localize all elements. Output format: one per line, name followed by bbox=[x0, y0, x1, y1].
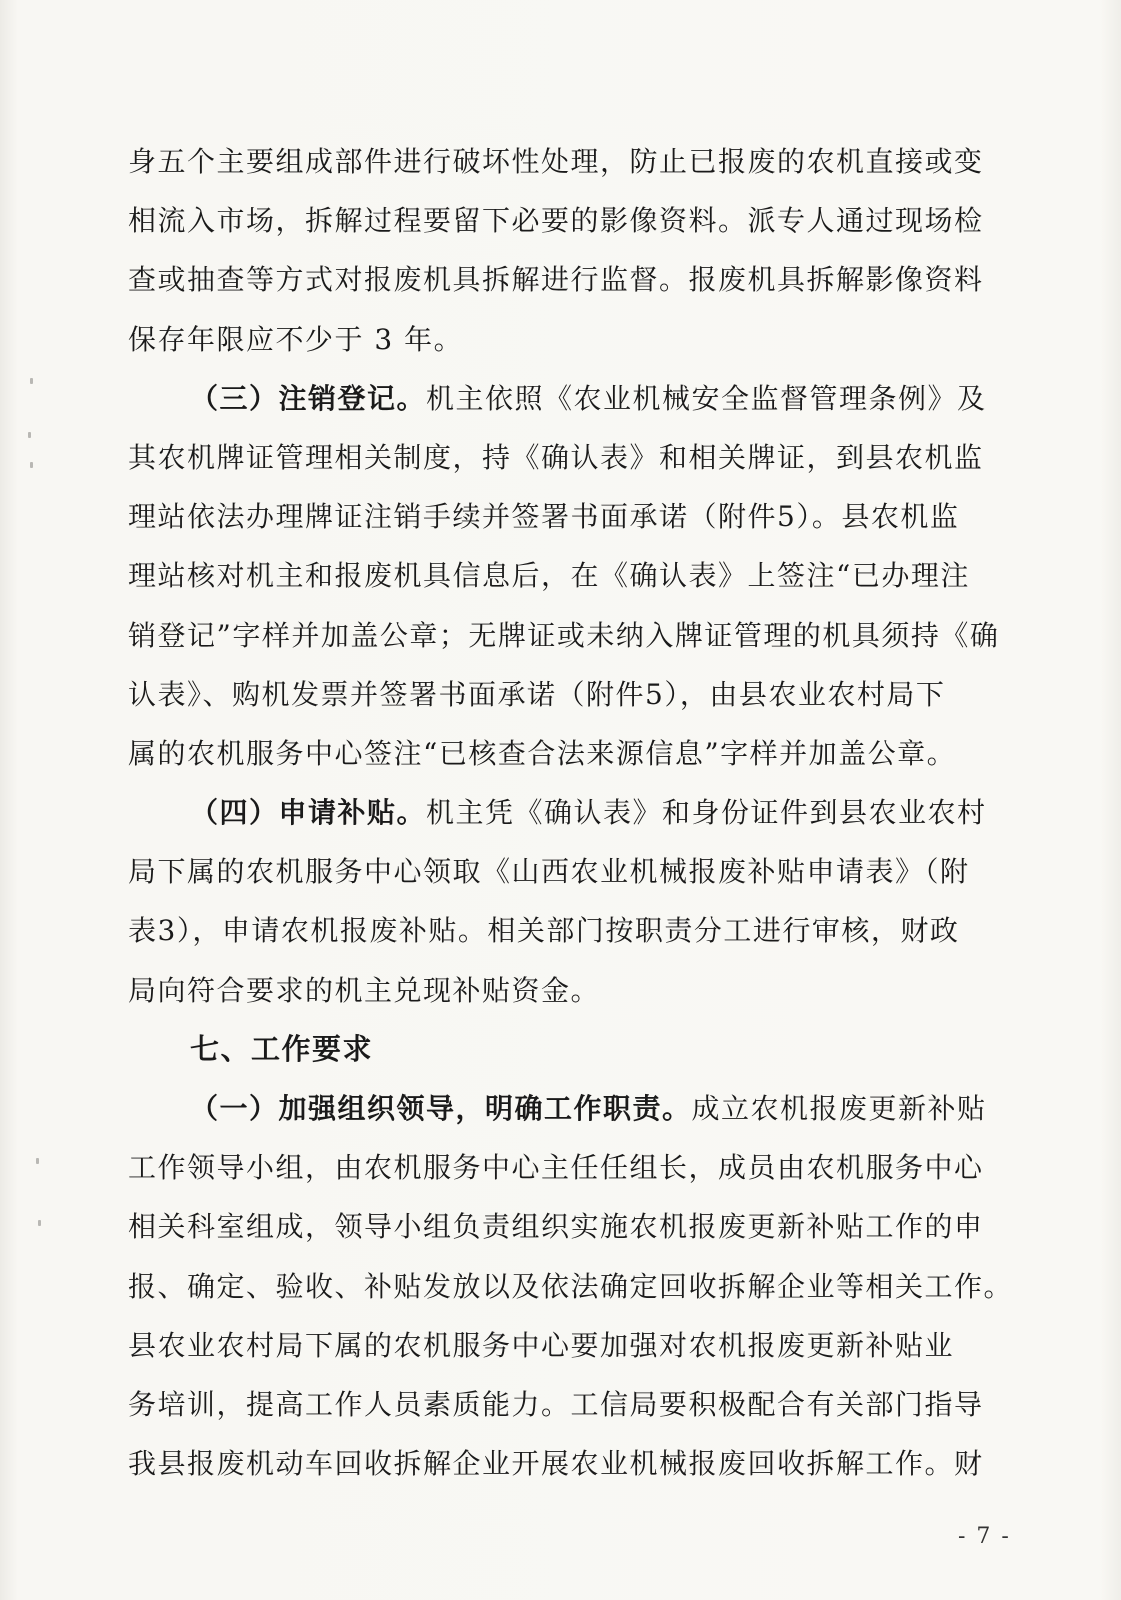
text-line bbox=[128, 428, 1008, 487]
text-line bbox=[128, 1375, 1008, 1434]
text-line bbox=[128, 606, 1008, 665]
text-line bbox=[128, 1434, 1008, 1493]
line-text: 相流入市场，拆解过程要留下必要的影像资料。派专人通过现场检 bbox=[128, 204, 984, 238]
text-line bbox=[128, 250, 1008, 309]
line-text: 认表》、购机发票并签署书面承诺（附件5），由县农业农村局下 bbox=[128, 677, 946, 711]
line-text: 其农机牌证管理相关制度，持《确认表》和相关牌证，到县农机监 bbox=[128, 440, 984, 474]
text-line bbox=[128, 1197, 1008, 1256]
line-text: 工作领导小组，由农机服务中心主任任组长，成员由农机服务中心 bbox=[128, 1151, 984, 1185]
subsection-title: （一）加强组织领导，明确工作职责。 bbox=[190, 1092, 692, 1125]
line-text: 保存年限应不少于 3 年。 bbox=[128, 322, 464, 356]
text-line bbox=[128, 487, 1008, 546]
text-line bbox=[128, 842, 1008, 901]
binding-hole-mark bbox=[38, 1220, 41, 1226]
text-line bbox=[128, 132, 1008, 191]
binding-hole-mark bbox=[36, 1158, 39, 1164]
binding-hole-mark bbox=[28, 432, 31, 438]
page-number: - 7 - bbox=[958, 1524, 1011, 1549]
line-text: 理站核对机主和报废机具信息后，在《确认表》上签注“已办理注 bbox=[128, 559, 970, 593]
paragraph-first-line bbox=[128, 783, 1008, 842]
line-text: 局下属的农机服务中心领取《山西农业机械报废补贴申请表》（附 bbox=[128, 855, 970, 889]
line-text: 相关科室组成，领导小组负责组织实施农机报废更新补贴工作的申 bbox=[128, 1210, 984, 1244]
line-text: 局向符合要求的机主兑现补贴资金。 bbox=[128, 973, 601, 1007]
line-text: 成立农机报废更新补贴 bbox=[691, 1092, 987, 1125]
text-line bbox=[128, 961, 1008, 1020]
line-text: 县农业农村局下属的农机服务中心要加强对农机报废更新补贴业 bbox=[128, 1328, 955, 1362]
text-line bbox=[128, 665, 1008, 724]
binding-hole-mark bbox=[30, 378, 33, 384]
text-line bbox=[128, 901, 1008, 960]
text-line bbox=[128, 191, 1008, 250]
subsection-title: （四）申请补贴。 bbox=[190, 796, 427, 830]
line-text: 属的农机服务中心签注“已核查合法来源信息”字样并加盖公章。 bbox=[128, 736, 957, 770]
text-line bbox=[128, 546, 1008, 605]
line-text: 理站依法办理牌证注销手续并签署书面承诺（附件5）。县农机监 bbox=[128, 500, 960, 534]
subsection-title: （三）注销登记。 bbox=[190, 381, 427, 415]
line-text: 销登记”字样并加盖公章；无牌证或未纳入牌证管理的机具须持《确 bbox=[128, 618, 1000, 652]
text-line bbox=[128, 310, 1008, 369]
section-heading: 七、工作要求 bbox=[190, 1031, 374, 1066]
text-line bbox=[128, 724, 1008, 783]
line-text: 务培训，提高工作人员素质能力。工信局要积极配合有关部门指导 bbox=[128, 1387, 984, 1421]
line-text: 我县报废机动车回收拆解企业开展农业机械报废回收拆解工作。财 bbox=[128, 1447, 984, 1481]
line-text: 机主依照《农业机械安全监督管理条例》及 bbox=[426, 381, 987, 415]
line-text: 查或抽查等方式对报废机具拆解进行监督。报废机具拆解影像资料 bbox=[128, 263, 984, 297]
line-text: 机主凭《确认表》和身份证件到县农业农村 bbox=[426, 796, 987, 830]
line-text: 报、确定、验收、补贴发放以及依法确定回收拆解企业等相关工作。 bbox=[128, 1269, 1014, 1303]
text-line bbox=[128, 1138, 1008, 1197]
document-body bbox=[128, 132, 1014, 1493]
binding-hole-mark bbox=[30, 462, 33, 468]
line-text: 身五个主要组成部件进行破坏性处理，防止已报废的农机直接或变 bbox=[128, 145, 984, 178]
line-text: 表3），申请农机报废补贴。相关部门按职责分工进行审核，财政 bbox=[128, 914, 960, 948]
text-line bbox=[128, 1257, 1014, 1316]
text-line bbox=[128, 1316, 1008, 1375]
paragraph-first-line bbox=[128, 1079, 1008, 1138]
paragraph-first-line bbox=[128, 369, 1008, 428]
